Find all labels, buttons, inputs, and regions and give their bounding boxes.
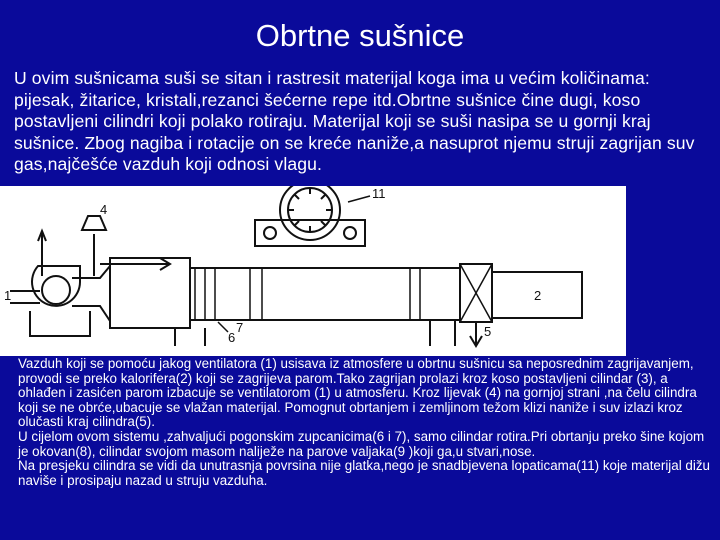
label-5: 5 (484, 324, 492, 339)
label-1: 1 (4, 288, 12, 303)
discharge-arrow (470, 322, 482, 346)
feed-head (110, 258, 190, 328)
rotary-dryer-diagram (0, 186, 626, 356)
drum-riding-ring (195, 268, 215, 320)
section-inner (288, 188, 332, 232)
caption-paragraph-2: U cijelom ovom sistemu ,zahvaljući pogonskim zupcanicima(6 i 7), samo cilindar rotira.Pri obrtanju preko šine kojom je okovan(8), cilindar svojom masom naliježe na parove valjaka(9 )koji ga,u stvari,nose. (18, 428, 705, 459)
leader-11 (348, 196, 370, 202)
fan-impeller-left (42, 276, 70, 304)
fan-base (30, 311, 90, 336)
drum-gear-ring (250, 268, 262, 320)
slide-title: Obrtne sušnice (255, 18, 465, 53)
intro-text: U ovim sušnicama suši se sitan i rastresit materijal koga ima u većim količinama: pijesak, žitarice, kristali,rezanci šećerne repe itd.Obrtne sušnice čine dugi, koso postavljeni cilindri koji polako rotiraju. Materijal koji se suši nasipa se u gornji kraj sušnice. Zbog nagiba i rotacije on se kreće naniže,a nasuprot njemu struji zagrijan suv gas,najčešće vazduh koji odnosi vlagu. (14, 68, 695, 174)
label-7: 7 (236, 320, 244, 335)
support-roller-left (264, 227, 276, 239)
caption-paragraph-3: Na presjeku cilindra se vidi da unutrasnja povrsina nije glatka,nego je snadbjevena lopaticama(11) koje materijal dižu naviše i prosipaju nazad u struju vazduha. (18, 458, 710, 488)
air-outlet-arrow (38, 231, 46, 276)
label-6: 6 (228, 330, 236, 345)
diagram-svg (0, 186, 626, 356)
supports (175, 320, 455, 346)
discharge-cross (460, 264, 492, 322)
hopper-4 (82, 216, 106, 230)
label-4: 4 (100, 202, 108, 217)
caption (18, 357, 714, 488)
label-2: 2 (534, 288, 542, 303)
drum-tyre-right (410, 268, 420, 320)
label-11: 11 (372, 186, 386, 201)
leader-6-7 (218, 322, 228, 332)
support-roller-right (344, 227, 356, 239)
caption-paragraph-1: Vazduh koji se pomoću jakog ventilatora (1) usisava iz atmosfere u obrtnu sušnicu sa neposrednim zagrijavanjem, provodi se preko kalorifera(2) koji se zagrijeva parom.Tako zagrijan prolazi kroz koso postavljeni cilindar (3), a ohlađen i zasićen parom izbacuje se ventilatorom (1) u atmosferu. Kroz lijevak (4) na gornjoj strani ,na čelu cilindra koji se ne obrće,ubacuje se vlažan materijal. Pomognut obrtanjem i zemljinom težom klizi naniže i suv izlazi kroz olučasti kraj cilindra(5). (18, 356, 697, 430)
fan-housing-left (32, 266, 80, 306)
